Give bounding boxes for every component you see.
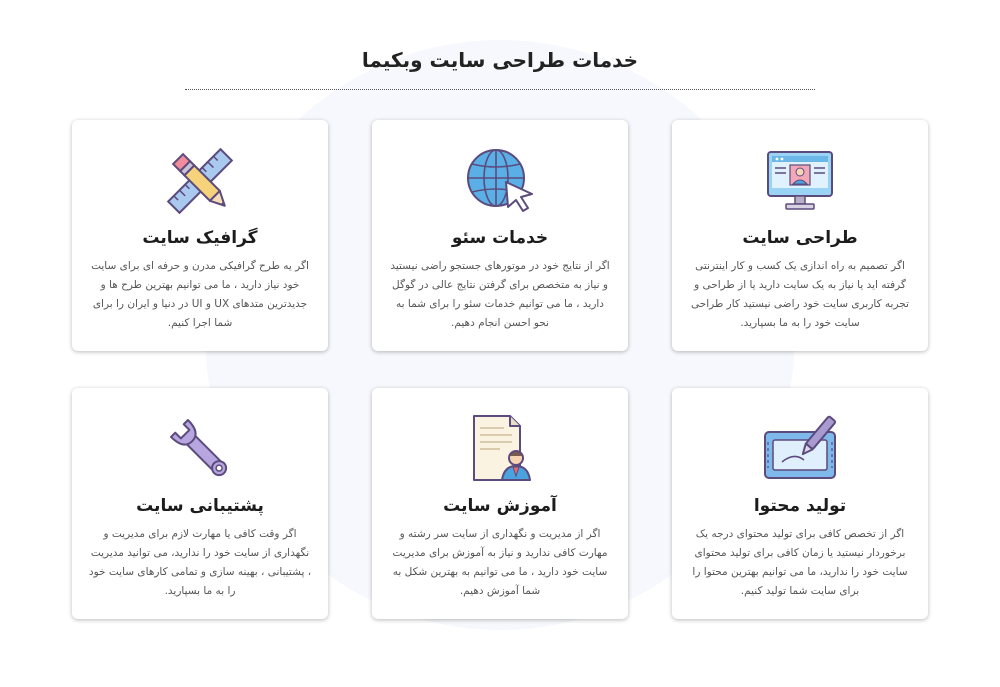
service-card-content[interactable] [672, 388, 928, 619]
title-divider [185, 89, 815, 90]
card-title: تولید محتوا [753, 496, 847, 516]
card-title: پشتیبانی سایت [136, 496, 264, 516]
globe-cursor-icon [460, 146, 540, 216]
service-card-graphic[interactable] [72, 120, 328, 351]
card-description: اگر یه طرح گرافیکی مدرن و حرفه ای برای سایت خود نیاز دارید ، ما می توانیم بهترین طرح ها و جدیدترین متدهای UX و UI در دنیا و ایران را برای شما اجرا کنیم. [91, 260, 309, 329]
card-title: گرافیک سایت [142, 228, 258, 248]
pen-tablet-icon [760, 414, 840, 484]
monitor-icon [760, 146, 840, 216]
service-card-support[interactable] [72, 388, 328, 619]
pencil-ruler-icon [160, 146, 240, 216]
card-description: اگر تصمیم به راه اندازی یک کسب و کار اینترنتی گرفته اید یا نیاز به یک سایت دارید یا از طراحی و تجربه کاربری سایت خود راضی نیستید کار طراحی سایت خود را به ما بسپارید. [691, 260, 909, 329]
card-description: اگر از تخصص کافی برای تولید محتوای درجه یک برخوردار نیستید یا زمان کافی برای تولید محتوای سایت خود را ندارید، ما می توانیم بهترین محتوا را برای سایت شما تولید کنیم. [692, 528, 908, 597]
section-title: خدمات طراحی سایت وبکیما [361, 48, 639, 72]
service-card-web-design[interactable] [672, 120, 928, 351]
card-title: خدمات سئو [451, 228, 549, 248]
card-title: آموزش سایت [443, 496, 557, 516]
card-description: اگر از مدیریت و نگهداری از سایت سر رشته و مهارت کافی ندارید و نیاز به آموزش برای مدیریت سایت خود دارید ، ما می توانیم به بهترین شکل به شما آموزش دهیم. [392, 528, 608, 597]
service-card-seo[interactable] [372, 120, 628, 351]
card-description: اگر از نتایج خود در موتورهای جستجو راضی نیستید و نیاز به متخصص برای گرفتن نتایج عالی در گوگل دارید ، ما می توانیم خدمات سئو را برای شما به نحو احسن انجام دهیم. [390, 260, 610, 329]
card-description: اگر وقت کافی یا مهارت لازم برای مدیریت و نگهداری از سایت خود را ندارید، می توانید مدیریت ، پشتیبانی ، بهینه سازی و تمامی کارهای سایت خود را به ما بسپارید. [88, 528, 312, 597]
wrench-icon [160, 414, 240, 484]
document-user-icon [460, 414, 540, 484]
service-card-training[interactable] [372, 388, 628, 619]
card-title: طراحی سایت [742, 228, 858, 248]
